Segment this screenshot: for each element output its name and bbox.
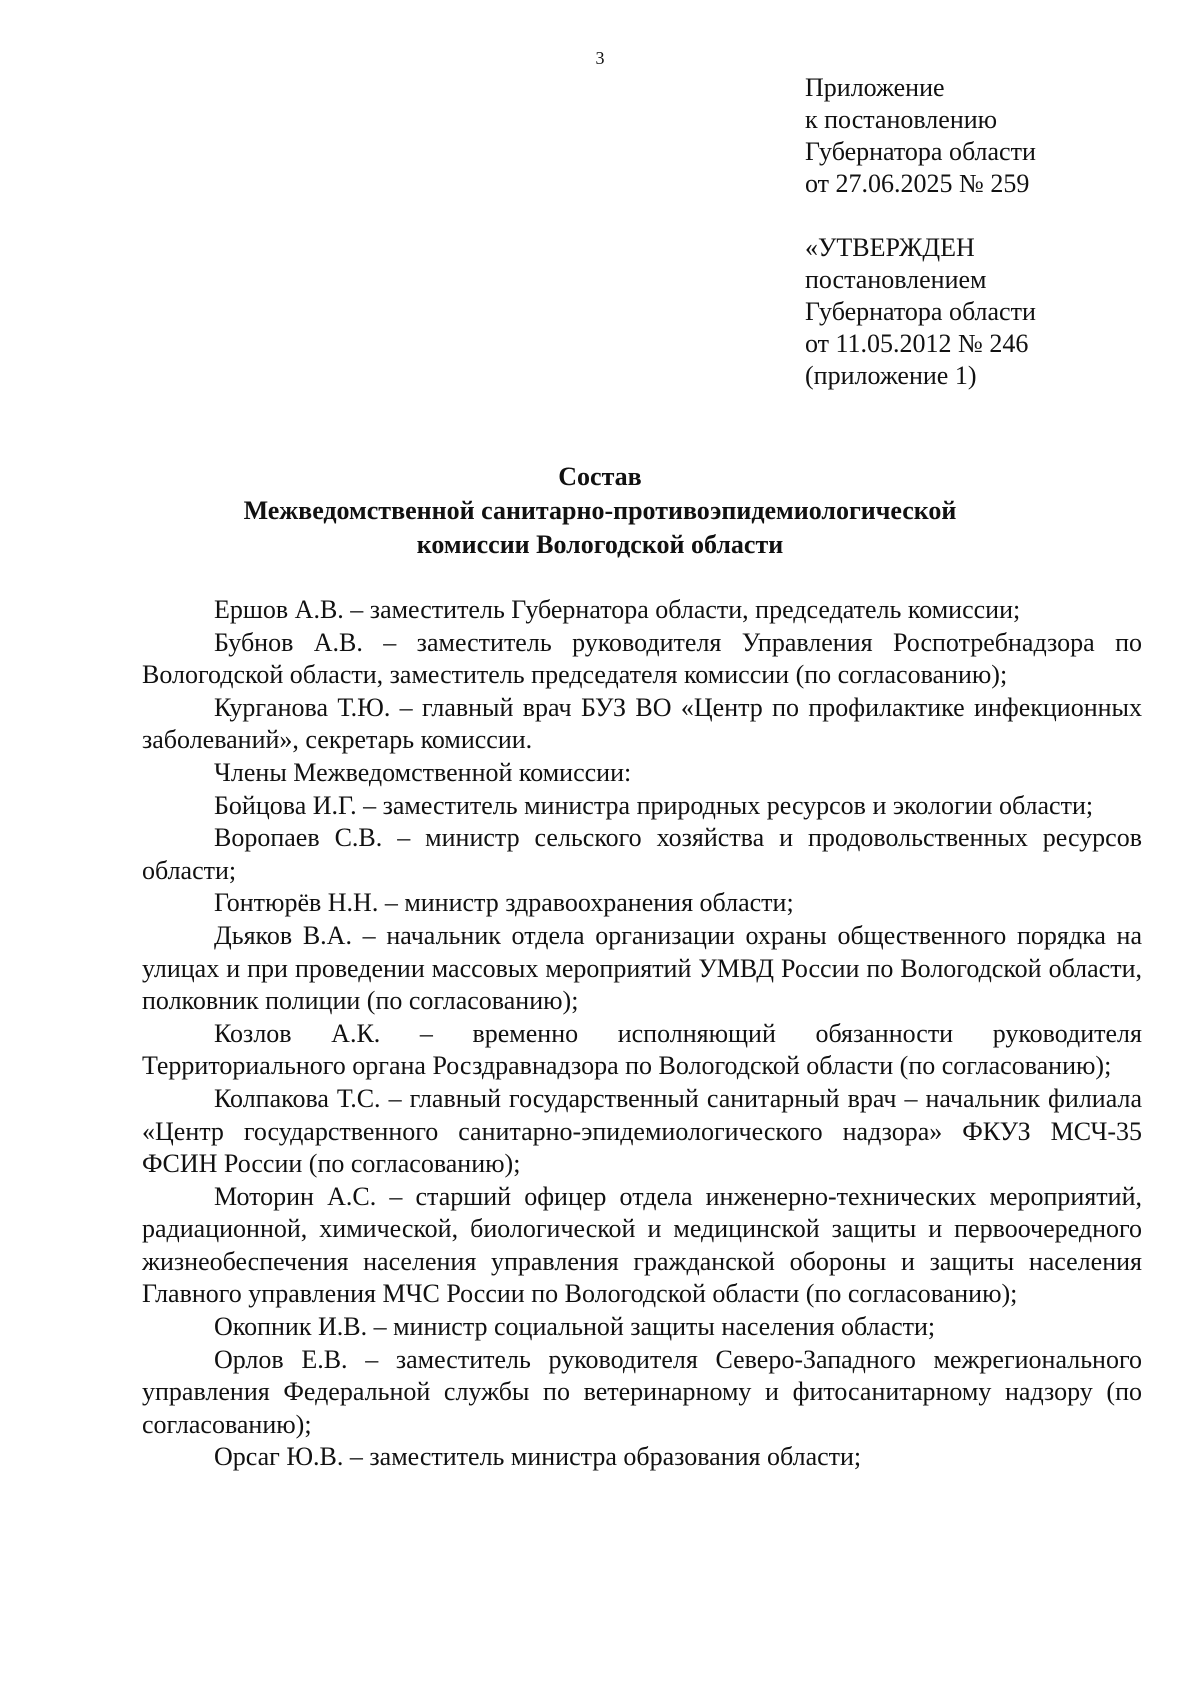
approved-line: постановлением xyxy=(805,265,987,294)
commission-members-list xyxy=(142,594,1142,1474)
appendix-line: Губернатора области xyxy=(805,137,1036,166)
approved-line: от 11.05.2012 № 246 xyxy=(805,329,1029,358)
member-entry: Моторин А.С. – старший офицер отдела инженерно-технических мероприятий, радиационной, химической, биологической и медицинской защиты и первоочередного жизнеобеспечения населения управления гражданской обороны и защиты населения Главного управления МЧС России по Вологодской области (по согласованию); xyxy=(142,1181,1142,1309)
member-entry: Гонтюрёв Н.Н. – министр здравоохранения области; xyxy=(214,888,794,918)
member-entry: Дьяков В.А. – начальник отдела организации охраны общественного порядка на улицах и при проведении массовых мероприятий УМВД России по Вологодской области, полковник полиции (по согласованию); xyxy=(142,920,1142,1016)
title-line: Состав xyxy=(558,462,642,491)
member-entry: Орсаг Ю.В. – заместитель министра образования области; xyxy=(214,1442,862,1472)
member-entry: Ершов А.В. – заместитель Губернатора области, председатель комиссии; xyxy=(214,595,1021,624)
approved-line: Губернатора области xyxy=(805,297,1036,326)
members-heading: Члены Межведомственной комиссии: xyxy=(214,757,632,787)
spacer xyxy=(805,200,1165,232)
title-line: комиссии Вологодской области xyxy=(416,530,784,559)
page-number: 3 xyxy=(595,48,605,68)
approved-line: «УТВЕРЖДЕН xyxy=(805,233,975,262)
appendix-line: Приложение xyxy=(805,73,945,102)
member-entry: Бойцова И.Г. – заместитель министра природных ресурсов и экологии области; xyxy=(214,790,1094,820)
member-entry: Курганова Т.Ю. – главный врач БУЗ ВО «Центр по профилактике инфекционных заболеваний», секретарь комиссии. xyxy=(142,692,1142,755)
member-entry: Козлов А.К. – временно исполняющий обязанности руководителя Территориального органа Росздравнадзора по Вологодской области (по согласованию); xyxy=(142,1018,1142,1081)
member-entry: Окопник И.В. – министр социальной защиты населения области; xyxy=(214,1312,936,1342)
title-line: Межведомственной санитарно-противоэпидемиологической xyxy=(243,496,957,525)
member-entry: Воропаев С.В. – министр сельского хозяйства и продовольственных ресурсов области; xyxy=(142,823,1142,885)
document-title xyxy=(0,460,1200,562)
approval-block xyxy=(805,72,1165,392)
appendix-line: от 27.06.2025 № 259 xyxy=(805,169,1030,198)
member-entry: Орлов Е.В. – заместитель руководителя Северо-Западного межрегионального управления Федеральной службы по ветеринарному и фитосанитарному надзору (по согласованию); xyxy=(142,1344,1142,1439)
member-entry: Колпакова Т.С. – главный государственный санитарный врач – начальник филиала «Центр государственного санитарно-эпидемиологического надзора» ФКУЗ МСЧ-35 ФСИН России (по согласованию); xyxy=(142,1083,1142,1179)
member-entry: Бубнов А.В. – заместитель руководителя Управления Роспотребнадзора по Вологодской области, заместитель председателя комиссии (по согласованию); xyxy=(142,627,1142,690)
appendix-line: к постановлению xyxy=(805,105,998,134)
approved-line: (приложение 1) xyxy=(805,361,977,390)
